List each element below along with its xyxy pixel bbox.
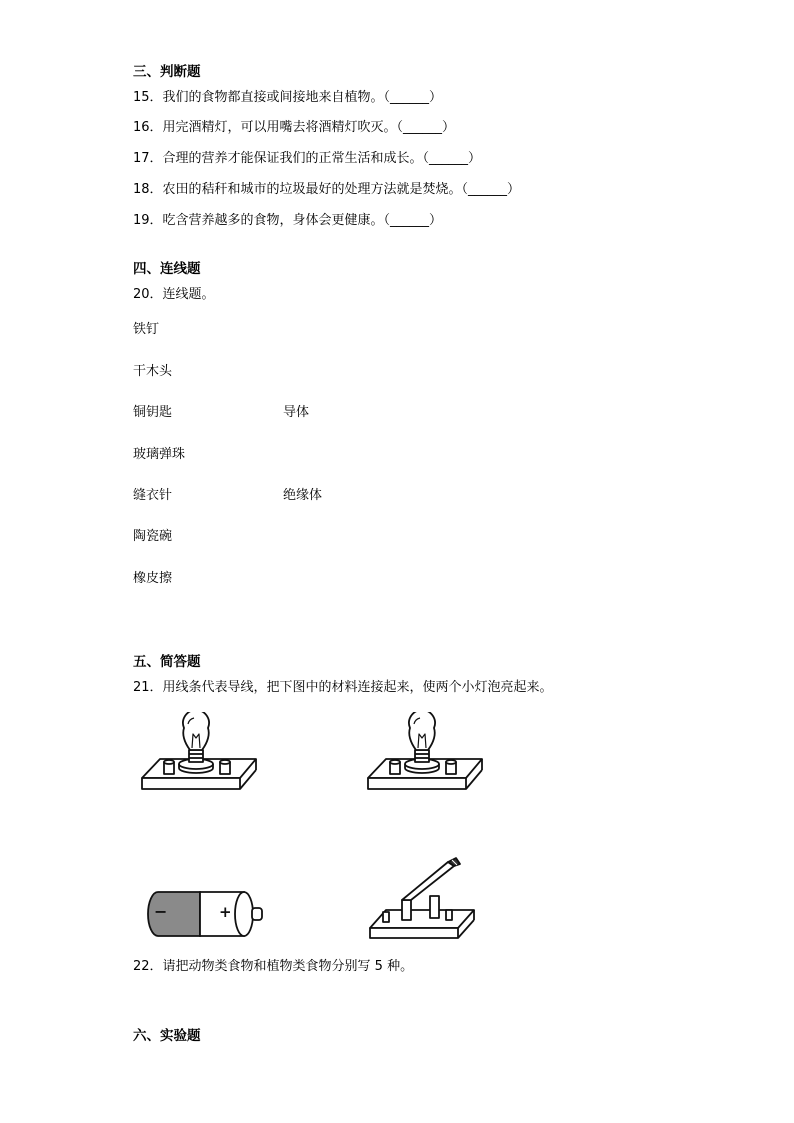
question-18: 18．农田的秸秆和城市的垃圾最好的处理方法就是焚烧。（______） — [133, 182, 521, 197]
match-left-item: 橡皮擦 — [133, 571, 173, 586]
bulb-icon — [138, 712, 260, 796]
match-left-item: 玻璃弹珠 — [133, 447, 186, 462]
question-19: 19．吃含营养越多的食物，身体会更健康。（______） — [133, 213, 443, 228]
battery-positive-label: + — [219, 903, 232, 921]
question-22: 22．请把动物类食物和植物类食物分别写 5 种。 — [133, 959, 414, 974]
section-4-heading: 四、连线题 — [133, 261, 201, 277]
question-21: 21．用线条代表导线，把下图中的材料连接起来，使两个小灯泡亮起来。 — [133, 680, 553, 695]
knife-switch — [366, 856, 478, 944]
question-20: 20．连线题。 — [133, 287, 215, 302]
match-left-item: 干木头 — [133, 364, 173, 379]
question-17: 17．合理的营养才能保证我们的正常生活和成长。（______） — [133, 151, 482, 166]
match-right-item: 绝缘体 — [283, 488, 323, 503]
light-bulb-holder-2 — [364, 712, 486, 796]
question-15: 15．我们的食物都直接或间接地来自植物。（______） — [133, 90, 443, 105]
bulb-icon — [364, 712, 486, 796]
battery — [144, 888, 266, 940]
section-5-heading: 五、简答题 — [133, 654, 201, 670]
match-left-item: 缝衣针 — [133, 488, 173, 503]
section-3-heading: 三、判断题 — [133, 64, 201, 80]
match-left-item: 陶瓷碗 — [133, 529, 173, 544]
question-16: 16．用完酒精灯，可以用嘴去将酒精灯吹灭。（______） — [133, 120, 456, 135]
light-bulb-holder-1 — [138, 712, 260, 796]
switch-icon — [366, 856, 478, 944]
match-left-item: 铜钥匙 — [133, 405, 173, 420]
section-6-heading: 六、实验题 — [133, 1028, 201, 1044]
battery-negative-label: − — [154, 902, 168, 921]
match-left-item: 铁钉 — [133, 322, 160, 337]
match-right-item: 导体 — [283, 405, 310, 420]
